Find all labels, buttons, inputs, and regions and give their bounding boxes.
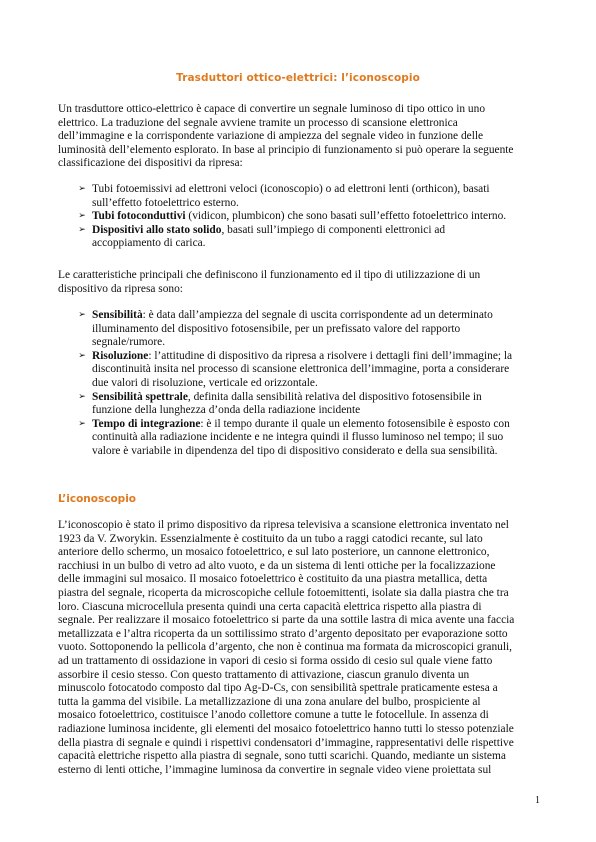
list-item-text: accoppiamento di carica.	[92, 237, 206, 250]
list-item-text: : è il tempo durante il quale un elemento fotosensibile è esposto con	[200, 417, 510, 430]
list-item	[58, 418, 540, 459]
arrow-bullet-icon: ➢	[78, 224, 86, 235]
text-line: assorbire il cesio stesso. Con questo trattamento di attivazione, ciascun granulo diventa un	[58, 668, 470, 681]
list-item-line	[92, 391, 540, 405]
list-item	[58, 391, 540, 418]
text-line: radiazione luminosa incidente, gli elementi del mosaico fotoelettrico hanno tutti lo stesso potenziale	[58, 722, 514, 735]
text-line: vuoto. Sottoponendo la pellicola d’argento, che non è continua ma formata da microscopici granuli,	[58, 641, 513, 654]
text-line: Un trasduttore ottico-elettrico è capace di convertire un segnale luminoso di tipo ottico in uno	[58, 103, 486, 115]
arrow-bullet-icon: ➢	[78, 391, 86, 402]
text-line: Le caratteristiche principali che definiscono il funzionamento ed il tipo di utilizzazione di un	[58, 269, 481, 281]
text-line: piastra del segnale, ricoperta da microscopiche cellule fotoemittenti, isolate sia dalla piastra che tra	[58, 586, 509, 599]
list-item-text: : è data dall’ampiezza del segnale di uscita corrispondente ad un determinato	[142, 309, 493, 321]
list-item-text: : l’attitudine di dispositivo da ripresa a risolvere i dettagli fini dell’immagine; la	[148, 349, 513, 362]
arrow-bullet-icon: ➢	[78, 211, 86, 222]
text-line: racchiusi in un bulbo di vetro ad alto vuoto, e da un sistema di lenti ottiche per la focalizzazione	[58, 559, 496, 572]
list-item-term: Sensibilità spettrale	[92, 390, 188, 403]
document-title: Trasduttori ottico-elettrici: l’iconoscopio	[176, 72, 420, 84]
list-item	[58, 224, 540, 251]
text-line: esterno di lenti ottiche, l’immagine luminosa da convertire in segnale video viene proiettata sul	[58, 763, 492, 776]
features-list	[58, 309, 540, 459]
text-line: mosaico fotoelettrico, costituisce l’anodo collettore comune a tutte le fotocellule. In assenza di	[58, 709, 489, 722]
list-item-text: illuminamento del dispositivo fotosensibile, per un prefissato valore del rapporto	[92, 322, 461, 335]
list-item-line	[92, 309, 540, 323]
list-item-line	[92, 336, 540, 350]
intro-paragraph	[58, 103, 540, 171]
text-line: dispositivo da ripresa sono:	[58, 282, 183, 295]
list-item-text: (vidicon, plumbicon) che sono basati sull’effetto fotoelettrico interno.	[185, 210, 507, 223]
features-intro-paragraph	[58, 269, 540, 296]
list-item-line	[92, 418, 540, 432]
text-line: tutta la gamma del visibile. La metallizzazione di una zona anulare del bulbo, prospiciente al	[58, 695, 481, 708]
arrow-bullet-icon: ➢	[78, 310, 86, 320]
list-item-line	[92, 237, 540, 251]
list-item-text: segnale/rumore.	[92, 336, 166, 349]
text-line: luminosità dell’elemento esplorato. In base al principio di funzionamento si può operare la seguente	[58, 143, 514, 156]
list-item-term: Tubi fotoconduttivi	[92, 210, 186, 223]
page-number: 1	[535, 795, 540, 806]
list-item-text: continuità alla radiazione incidente e ne integra quindi il flusso luminoso nel tempo; il suo	[92, 431, 504, 444]
text-line: ad un trattamento di ossidazione in vapori di cesio si forma ossido di cesio sul quale viene fatto	[58, 654, 493, 667]
arrow-bullet-icon: ➢	[78, 418, 86, 429]
list-item-line	[92, 323, 540, 337]
list-item	[58, 350, 540, 391]
list-item	[58, 210, 540, 224]
list-item-text: funzione della lunghezza d’onda della radiazione incidente	[92, 404, 361, 417]
list-item-text: , definita dalla sensibilità relativa del dispositivo fotosensibile in	[187, 390, 482, 403]
list-item-line	[92, 445, 540, 459]
list-item-text: valore è variabile in dipendenza del tipo di dispositivo considerato e della sua sensibilità.	[92, 444, 498, 457]
list-item-line	[92, 224, 540, 238]
iconoscope-body-paragraph	[58, 519, 540, 777]
text-line: classificazione dei dispositivi da ripresa:	[58, 157, 243, 170]
list-item-term: Tempo di integrazione	[92, 417, 201, 430]
text-line: dell’immagine e la corrispondente variazione di ampiezza del segnale video in funzione delle	[58, 130, 484, 143]
device-classification-list	[58, 183, 540, 251]
list-item-term: Risoluzione	[92, 349, 149, 362]
arrow-bullet-icon: ➢	[78, 184, 86, 194]
list-item-term: Dispositivi allo stato solido	[92, 223, 222, 236]
text-line: loro. Ciascuna microcellula presenta quindi una certa capacità elettrica rispetto alla piastra di	[58, 600, 482, 613]
arrow-bullet-icon: ➢	[78, 350, 86, 361]
list-item-text: Tubi fotoemissivi ad elettroni veloci (iconoscopio) o ad elettroni lenti (orthicon), basati	[92, 183, 490, 195]
list-item-line	[92, 350, 540, 364]
text-line: L’iconoscopio è stato il primo dispositivo da ripresa televisiva a scansione elettronica inventato nel	[58, 519, 509, 531]
list-item-line	[92, 183, 540, 197]
text-line: elettrico. La traduzione del segnale avviene tramite un processo di scansione elettronica	[58, 116, 458, 129]
text-line: metallizzata e l’altra ricoperta da un sottilissimo strato d’argento depositato per evaporazione sotto	[58, 627, 508, 640]
list-item-line	[92, 210, 540, 224]
list-item-line	[92, 431, 540, 445]
list-item-term: Sensibilità	[92, 309, 143, 321]
list-item-text: sull’effetto fotoelettrico esterno.	[92, 196, 239, 209]
list-item-line	[92, 377, 540, 391]
list-item-line	[92, 404, 540, 418]
list-item-line	[92, 363, 540, 377]
list-item-text: , basati sull’impiego di componenti elettronici ad	[221, 223, 446, 236]
list-item-text: due valori di risoluzione, verticale ed orizzontale.	[92, 376, 318, 389]
list-item	[58, 183, 540, 210]
text-line: minuscolo fotocatodo composto dal tipo Ag-D-Cs, con sensibilità spettrale praticamente estesa a	[58, 682, 498, 695]
text-line: anteriore dello schermo, un mosaico fotoelettrico, e sul lato posteriore, un cannone elettronico,	[58, 546, 490, 559]
section-title: L’iconoscopio	[58, 493, 137, 505]
text-line: della piastra di segnale e quindi i rispettivi condensatori d’immagine, rappresentativi delle rispettive	[58, 736, 514, 749]
list-item-line	[92, 197, 540, 211]
text-line: capacità elettriche rispetto alla piastra di segnale, sono tutti scarichi. Quando, mediante un sistema	[58, 750, 506, 763]
text-line: 1923 da V. Zworykin. Essenzialmente è costituito da un tubo a raggi catodici recante, sul lato	[58, 532, 483, 545]
list-item	[58, 309, 540, 350]
list-item-text: discontinuità insita nel processo di scansione elettronica dell’immagine, porta a considerare	[92, 363, 510, 376]
text-line: segnale. Per realizzare il mosaico fotoelettrico si parte da una sottile lastra di mica avente una faccia	[58, 614, 515, 627]
text-line: delle immagini sul mosaico. Il mosaico fotoelettrico è costituito da una piastra metallica, detta	[58, 573, 488, 586]
